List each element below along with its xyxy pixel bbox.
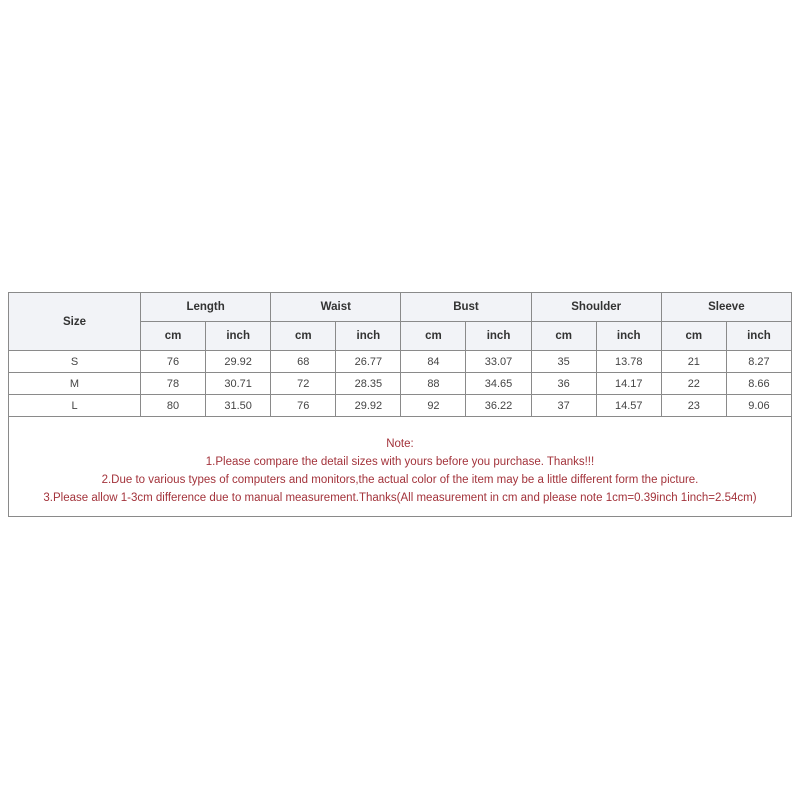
size-header: Size — [9, 293, 141, 351]
value-cell: 31.50 — [206, 395, 271, 417]
value-cell: 30.71 — [206, 373, 271, 395]
note-line: Note: — [386, 437, 414, 450]
group-header: Length — [141, 293, 271, 322]
unit-header: inch — [336, 322, 401, 351]
notes-cell — [9, 417, 792, 517]
unit-header: cm — [141, 322, 206, 351]
unit-header: inch — [726, 322, 791, 351]
unit-header: inch — [206, 322, 271, 351]
value-cell: 68 — [271, 351, 336, 373]
unit-header: cm — [531, 322, 596, 351]
table-row — [9, 395, 792, 417]
value-cell: 8.66 — [726, 373, 791, 395]
table-row — [9, 373, 792, 395]
value-cell: 37 — [531, 395, 596, 417]
value-cell: 72 — [271, 373, 336, 395]
group-header: Shoulder — [531, 293, 661, 322]
group-header: Waist — [271, 293, 401, 322]
table-row — [9, 351, 792, 373]
value-cell: 84 — [401, 351, 466, 373]
value-cell: 23 — [661, 395, 726, 417]
value-cell: 36.22 — [466, 395, 531, 417]
value-cell: 76 — [141, 351, 206, 373]
unit-header: cm — [401, 322, 466, 351]
unit-header: inch — [466, 322, 531, 351]
size-cell: S — [9, 351, 141, 373]
value-cell: 76 — [271, 395, 336, 417]
note-line: 1.Please compare the detail sizes with yours before you purchase. Thanks!!! — [205, 455, 595, 468]
unit-header: cm — [271, 322, 336, 351]
value-cell: 26.77 — [336, 351, 401, 373]
note-line: 2.Due to various types of computers and monitors,the actual color of the item may be a little different form the picture. — [101, 473, 699, 486]
unit-header: inch — [596, 322, 661, 351]
unit-header: cm — [661, 322, 726, 351]
size-chart-table — [8, 292, 792, 517]
value-cell: 29.92 — [206, 351, 271, 373]
value-cell: 88 — [401, 373, 466, 395]
group-header: Bust — [401, 293, 531, 322]
note-line: 3.Please allow 1-3cm difference due to manual measurement.Thanks(All measurement in cm and please note 1cm=0.39inch 1inch=2.54cm) — [43, 491, 757, 504]
value-cell: 80 — [141, 395, 206, 417]
value-cell: 35 — [531, 351, 596, 373]
size-cell: M — [9, 373, 141, 395]
value-cell: 78 — [141, 373, 206, 395]
value-cell: 14.17 — [596, 373, 661, 395]
value-cell: 36 — [531, 373, 596, 395]
value-cell: 13.78 — [596, 351, 661, 373]
value-cell: 8.27 — [726, 351, 791, 373]
value-cell: 21 — [661, 351, 726, 373]
value-cell: 28.35 — [336, 373, 401, 395]
size-cell: L — [9, 395, 141, 417]
value-cell: 22 — [661, 373, 726, 395]
value-cell: 29.92 — [336, 395, 401, 417]
value-cell: 92 — [401, 395, 466, 417]
value-cell: 34.65 — [466, 373, 531, 395]
group-header: Sleeve — [661, 293, 791, 322]
value-cell: 9.06 — [726, 395, 791, 417]
value-cell: 33.07 — [466, 351, 531, 373]
value-cell: 14.57 — [596, 395, 661, 417]
